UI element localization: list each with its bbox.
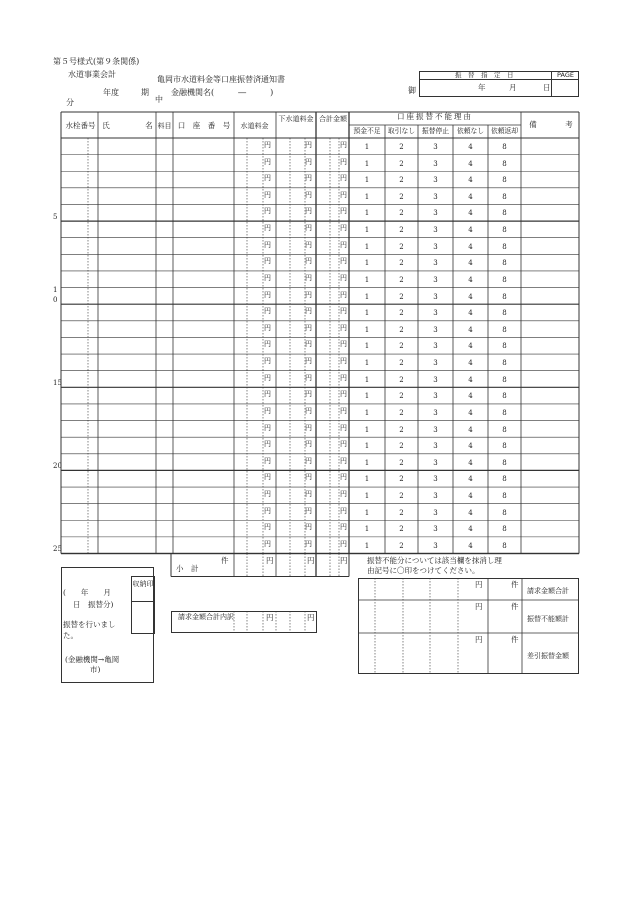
summary-count-3: 件 — [511, 635, 519, 644]
row-10-reason-code-4[interactable]: 4 — [468, 292, 473, 301]
row-16-water-yen: 円 — [264, 390, 271, 399]
row-24-reason-code-8[interactable]: 8 — [502, 525, 507, 534]
row-3-total-yen: 円 — [340, 174, 347, 183]
row-22-water-yen: 円 — [264, 490, 271, 499]
row-21-sewer-yen: 円 — [305, 473, 312, 482]
row-1-reason-code-1[interactable]: 1 — [364, 143, 370, 151]
summary-label-3: 差引振替金額 — [527, 651, 569, 660]
row-22-reason-code-1[interactable]: 1 — [364, 492, 370, 501]
row-4-total-yen: 円 — [340, 190, 347, 199]
row-10-reason-code-2[interactable]: 2 — [399, 292, 404, 301]
col-remarks-right: 考 — [565, 120, 573, 129]
reason-header-2: 取引なし — [387, 127, 416, 135]
row-9-reason-code-1[interactable]: 1 — [364, 275, 370, 284]
row-16-reason-code-4[interactable]: 4 — [468, 392, 473, 401]
summary-yen-1: 円 — [475, 580, 483, 589]
row-2-reason-code-3[interactable]: 3 — [433, 159, 438, 168]
receipt-line-5: (金融機関→亀岡 — [65, 655, 120, 664]
row-16-total-yen: 円 — [340, 390, 347, 399]
row-4-water-yen: 円 — [264, 190, 271, 199]
row-7-total-yen: 円 — [340, 240, 347, 249]
row-20-reason-code-8[interactable]: 8 — [502, 458, 507, 467]
col-account-no: 口 座 番 号 — [177, 121, 231, 130]
form-number: 第５号様式(第９条関係) — [53, 57, 140, 66]
reason-header-1: 預金不足 — [353, 127, 381, 135]
row-24-reason-code-1[interactable]: 1 — [364, 525, 370, 534]
col-total: 合計金額 — [319, 115, 347, 123]
date-month[interactable]: 月 — [509, 83, 517, 92]
row-5-total-yen: 円 — [340, 207, 347, 216]
row-17-water-yen: 円 — [264, 406, 271, 415]
row-5-reason-code-1[interactable]: 1 — [364, 209, 370, 218]
row-15-sewer-yen: 円 — [305, 373, 312, 382]
row-20-reason-code-2[interactable]: 2 — [399, 458, 404, 467]
row-18-water-yen: 円 — [264, 423, 271, 432]
row-3-sewer-yen: 円 — [305, 174, 312, 183]
subtotal-total-yen: 円 — [340, 556, 348, 565]
row-12-reason-code-1[interactable]: 1 — [364, 325, 370, 334]
row-22-total-yen: 円 — [340, 490, 347, 499]
row-4-sewer-yen: 円 — [305, 190, 312, 199]
receipt-line-3: 振替を行いまし — [63, 620, 116, 629]
row-10-total-yen: 円 — [340, 290, 347, 299]
row-17-reason-code-2[interactable]: 2 — [399, 408, 404, 417]
row-20-sewer-yen: 円 — [305, 456, 312, 465]
row-13-water-yen: 円 — [264, 340, 271, 349]
reason-header-5: 依頼返却 — [490, 127, 519, 135]
date-year[interactable]: 年 — [478, 83, 486, 92]
row-1-reason-code-3[interactable]: 3 — [433, 143, 438, 151]
row-11-reason-code-1[interactable]: 1 — [364, 309, 370, 318]
row-1-reason-code-2[interactable]: 2 — [399, 143, 404, 151]
row-4-reason-code-2[interactable]: 2 — [399, 192, 404, 201]
row-23-reason-code-2[interactable]: 2 — [399, 508, 404, 517]
col-remarks-left: 備 — [529, 120, 537, 129]
row-17-reason-code-3[interactable]: 3 — [433, 408, 438, 417]
row-22-reason-code-4[interactable]: 4 — [468, 492, 473, 501]
row-13-reason-code-3[interactable]: 3 — [433, 342, 438, 351]
row-8-reason-code-3[interactable]: 3 — [433, 259, 438, 268]
row-12-sewer-yen: 円 — [305, 323, 312, 332]
row-23-reason-code-1[interactable]: 1 — [364, 508, 370, 517]
row-10-reason-code-8[interactable]: 8 — [502, 292, 507, 301]
summary-yen-3: 円 — [475, 635, 483, 644]
row-9-reason-code-3[interactable]: 3 — [433, 275, 438, 284]
row-18-sewer-yen: 円 — [305, 423, 312, 432]
claim-yen-2: 円 — [307, 613, 315, 622]
row-17-total-yen: 円 — [340, 406, 347, 415]
row-14-reason-code-3[interactable]: 3 — [433, 359, 438, 368]
row-7-reason-code-1[interactable]: 1 — [364, 242, 370, 251]
row-15-reason-code-3[interactable]: 3 — [433, 375, 438, 384]
row-13-reason-code-2[interactable]: 2 — [399, 342, 404, 351]
receipt-line-1: ( 年 月 — [63, 588, 111, 597]
row-1-total-yen: 円 — [340, 141, 347, 149]
row-12-reason-code-4[interactable]: 4 — [468, 325, 473, 334]
row-7-water-yen: 円 — [264, 240, 271, 249]
row-11-reason-code-2[interactable]: 2 — [399, 309, 404, 318]
row-20-reason-code-1[interactable]: 1 — [364, 458, 370, 467]
honorific: 御 — [408, 86, 416, 95]
row-23-reason-code-3[interactable]: 3 — [433, 508, 438, 517]
bun-label: 分 — [66, 98, 74, 107]
row-14-reason-code-8[interactable]: 8 — [502, 359, 507, 368]
row-19-sewer-yen: 円 — [305, 440, 312, 449]
row-24-sewer-yen: 円 — [305, 523, 312, 532]
row-20-total-yen: 円 — [340, 456, 347, 465]
row-12-reason-code-8[interactable]: 8 — [502, 325, 507, 334]
fiscal-year-label: 年度 — [103, 88, 119, 97]
claim-breakdown-label: 請求金額合計内訳 — [178, 613, 234, 621]
summary-count-1: 件 — [511, 580, 519, 589]
row-9-water-yen: 円 — [264, 273, 271, 282]
row-23-total-yen: 円 — [340, 506, 347, 515]
subtotal-water-yen: 円 — [266, 556, 274, 565]
row-25-reason-code-2[interactable]: 2 — [399, 541, 404, 550]
row-23-reason-code-4[interactable]: 4 — [468, 508, 473, 517]
row-23-sewer-yen: 円 — [305, 506, 312, 515]
row-23-reason-code-8[interactable]: 8 — [502, 508, 507, 517]
row-20-reason-code-3[interactable]: 3 — [433, 458, 438, 467]
row-20-reason-code-4[interactable]: 4 — [468, 458, 473, 467]
row-1-reason-code-4[interactable]: 4 — [468, 143, 473, 151]
row-6-reason-code-4[interactable]: 4 — [468, 226, 473, 235]
row-6-reason-code-8[interactable]: 8 — [502, 226, 507, 235]
row-17-reason-code-1[interactable]: 1 — [364, 408, 370, 417]
summary-label-1: 請求金額合計 — [527, 587, 569, 595]
row-15-reason-code-2[interactable]: 2 — [399, 375, 404, 384]
row-10-reason-code-3[interactable]: 3 — [433, 292, 438, 301]
row-6-reason-code-3[interactable]: 3 — [433, 226, 438, 235]
row-14-sewer-yen: 円 — [305, 357, 312, 366]
row-11-reason-code-4[interactable]: 4 — [468, 309, 473, 318]
row-17-reason-code-8[interactable]: 8 — [502, 408, 507, 417]
row-12-total-yen: 円 — [340, 323, 347, 332]
row-15-reason-code-1[interactable]: 1 — [364, 375, 370, 384]
row-8-water-yen: 円 — [264, 257, 271, 266]
row-10-water-yen: 円 — [264, 290, 271, 299]
row-2-reason-code-8[interactable]: 8 — [502, 159, 507, 168]
row-24-water-yen: 円 — [264, 523, 271, 532]
col-unpaid-reason: 口座振替不能理由 — [397, 112, 473, 121]
row-6-sewer-yen: 円 — [305, 224, 312, 233]
row-7-reason-code-2[interactable]: 2 — [399, 242, 404, 251]
row-18-reason-code-3[interactable]: 3 — [433, 425, 438, 434]
row-16-sewer-yen: 円 — [305, 390, 312, 399]
row-8-total-yen: 円 — [340, 257, 347, 266]
row-14-reason-code-4[interactable]: 4 — [468, 359, 473, 368]
row-21-reason-code-3[interactable]: 3 — [433, 475, 438, 484]
row-4-reason-code-4[interactable]: 4 — [468, 192, 473, 201]
bank-name-field[interactable]: 金融機関名( ― ) — [171, 88, 274, 97]
row-3-reason-code-3[interactable]: 3 — [433, 176, 438, 185]
row-22-reason-code-8[interactable]: 8 — [502, 492, 507, 501]
row-9-sewer-yen: 円 — [305, 273, 312, 282]
row-number-15: 15 — [53, 379, 62, 387]
col-name-left: 氏 — [102, 121, 110, 130]
row-10-reason-code-1[interactable]: 1 — [364, 292, 370, 301]
document-title: 亀岡市水道料金等口座振替済通知書 — [157, 75, 285, 84]
row-24-total-yen: 円 — [340, 523, 347, 532]
row-12-reason-code-3[interactable]: 3 — [433, 325, 438, 334]
row-5-reason-code-2[interactable]: 2 — [399, 209, 404, 218]
row-5-water-yen: 円 — [264, 207, 271, 216]
row-25-reason-code-4[interactable]: 4 — [468, 541, 473, 550]
row-10-sewer-yen: 円 — [305, 290, 312, 299]
row-12-reason-code-2[interactable]: 2 — [399, 325, 404, 334]
row-15-total-yen: 円 — [340, 373, 347, 382]
row-2-reason-code-4[interactable]: 4 — [468, 159, 473, 168]
row-5-reason-code-4[interactable]: 4 — [468, 209, 473, 218]
col-water-fee: 水道料金 — [240, 122, 269, 130]
row-number-25: 25 — [53, 545, 62, 553]
row-8-sewer-yen: 円 — [305, 257, 312, 266]
row-24-reason-code-4[interactable]: 4 — [468, 525, 473, 534]
row-9-total-yen: 円 — [340, 273, 347, 282]
row-14-reason-code-2[interactable]: 2 — [399, 359, 404, 368]
row-25-reason-code-1[interactable]: 1 — [364, 541, 370, 550]
row-7-reason-code-8[interactable]: 8 — [502, 242, 507, 251]
row-3-reason-code-8[interactable]: 8 — [502, 176, 507, 185]
row-14-reason-code-1[interactable]: 1 — [364, 359, 370, 368]
row-21-water-yen: 円 — [264, 473, 271, 482]
row-8-reason-code-2[interactable]: 2 — [399, 259, 404, 268]
row-11-reason-code-3[interactable]: 3 — [433, 309, 438, 318]
row-2-reason-code-1[interactable]: 1 — [364, 159, 370, 168]
row-6-reason-code-1[interactable]: 1 — [364, 226, 370, 235]
row-21-reason-code-8[interactable]: 8 — [502, 475, 507, 484]
row-2-total-yen: 円 — [340, 157, 347, 166]
row-18-reason-code-8[interactable]: 8 — [502, 425, 507, 434]
row-22-sewer-yen: 円 — [305, 490, 312, 499]
col-sewer-fee: 下水道料金 — [278, 115, 314, 123]
row-3-reason-code-1[interactable]: 1 — [364, 176, 370, 185]
row-6-reason-code-2[interactable]: 2 — [399, 226, 404, 235]
row-number-10-b: 0 — [53, 296, 58, 304]
row-7-sewer-yen: 円 — [305, 240, 312, 249]
row-17-sewer-yen: 円 — [305, 406, 312, 415]
row-3-water-yen: 円 — [264, 174, 271, 183]
mid-label: 中 — [155, 95, 163, 104]
note-line-1: 振替不能分については該当欄を抹消し理 — [367, 556, 502, 565]
subtotal-sewer-yen: 円 — [307, 556, 315, 565]
row-15-reason-code-8[interactable]: 8 — [502, 375, 507, 384]
row-16-reason-code-3[interactable]: 3 — [433, 392, 438, 401]
row-18-reason-code-4[interactable]: 4 — [468, 425, 473, 434]
row-7-reason-code-3[interactable]: 3 — [433, 242, 438, 251]
summary-label-2: 振替不能額計 — [527, 614, 569, 623]
row-25-reason-code-8[interactable]: 8 — [502, 541, 507, 550]
row-4-reason-code-1[interactable]: 1 — [364, 192, 370, 201]
transfer-date-label: 振 替 指 定 日 — [455, 71, 514, 79]
row-15-reason-code-4[interactable]: 4 — [468, 375, 473, 384]
row-16-reason-code-1[interactable]: 1 — [364, 392, 370, 401]
col-meter-no: 水栓番号 — [65, 121, 96, 130]
note-line-2: 由記号に〇印をつけてください。 — [367, 566, 480, 575]
date-day[interactable]: 日 — [543, 83, 551, 92]
row-13-reason-code-4[interactable]: 4 — [468, 342, 473, 351]
summary-count-2: 件 — [511, 602, 519, 611]
col-fee-code: 料目 — [157, 122, 172, 130]
row-19-total-yen: 円 — [340, 440, 347, 449]
row-25-water-yen: 円 — [264, 539, 271, 548]
receipt-line-2: 日 振替分) — [73, 600, 114, 609]
row-8-reason-code-4[interactable]: 4 — [468, 259, 473, 268]
summary-yen-2: 円 — [475, 602, 483, 611]
row-25-reason-code-3[interactable]: 3 — [433, 541, 438, 550]
row-4-reason-code-8[interactable]: 8 — [502, 192, 507, 201]
row-2-water-yen: 円 — [264, 157, 271, 166]
claim-yen-1: 円 — [266, 613, 274, 622]
row-20-water-yen: 円 — [264, 456, 271, 465]
row-7-reason-code-4[interactable]: 4 — [468, 242, 473, 251]
row-19-reason-code-4[interactable]: 4 — [468, 442, 473, 451]
row-21-total-yen: 円 — [340, 473, 347, 482]
row-16-reason-code-8[interactable]: 8 — [502, 392, 507, 401]
row-11-water-yen: 円 — [264, 307, 271, 316]
row-5-sewer-yen: 円 — [305, 207, 312, 216]
row-9-reason-code-4[interactable]: 4 — [468, 275, 473, 284]
row-24-reason-code-3[interactable]: 3 — [433, 525, 438, 534]
row-11-total-yen: 円 — [340, 307, 347, 316]
row-19-reason-code-1[interactable]: 1 — [364, 442, 370, 451]
row-9-reason-code-2[interactable]: 2 — [399, 275, 404, 284]
page-label: PAGE — [557, 71, 574, 79]
row-9-reason-code-8[interactable]: 8 — [502, 275, 507, 284]
subtotal-count-unit: 件 — [221, 556, 229, 565]
row-12-water-yen: 円 — [264, 323, 271, 332]
row-13-sewer-yen: 円 — [305, 340, 312, 349]
row-4-reason-code-3[interactable]: 3 — [433, 192, 438, 201]
row-3-reason-code-2[interactable]: 2 — [399, 176, 404, 185]
row-2-reason-code-2[interactable]: 2 — [399, 159, 404, 168]
row-6-water-yen: 円 — [264, 224, 271, 233]
row-22-reason-code-2[interactable]: 2 — [399, 492, 404, 501]
row-11-sewer-yen: 円 — [305, 307, 312, 316]
stamp-label: 収納印 — [132, 580, 154, 588]
reason-header-3: 振替停止 — [421, 127, 450, 135]
row-5-reason-code-3[interactable]: 3 — [433, 209, 438, 218]
row-2-sewer-yen: 円 — [305, 157, 312, 166]
row-18-reason-code-2[interactable]: 2 — [399, 425, 404, 434]
row-8-reason-code-1[interactable]: 1 — [364, 259, 370, 268]
row-18-total-yen: 円 — [340, 423, 347, 432]
col-name-right: 名 — [145, 121, 153, 130]
row-8-reason-code-8[interactable]: 8 — [502, 259, 507, 268]
row-14-water-yen: 円 — [264, 357, 271, 366]
row-14-total-yen: 円 — [340, 357, 347, 366]
row-15-water-yen: 円 — [264, 373, 271, 382]
row-25-total-yen: 円 — [340, 539, 347, 548]
row-number-20: 20 — [53, 462, 62, 470]
row-19-reason-code-8[interactable]: 8 — [502, 442, 507, 451]
row-13-reason-code-8[interactable]: 8 — [502, 342, 507, 351]
row-21-reason-code-4[interactable]: 4 — [468, 475, 473, 484]
subtotal-label: 小 計 — [176, 564, 199, 573]
row-24-reason-code-2[interactable]: 2 — [399, 525, 404, 534]
row-19-water-yen: 円 — [264, 440, 271, 449]
period-label: 期 — [141, 88, 149, 97]
row-13-reason-code-1[interactable]: 1 — [364, 342, 370, 351]
row-number-10-a: 1 — [53, 286, 58, 294]
reason-header-4: 依頼なし — [456, 127, 485, 135]
receipt-line-4: た。 — [63, 631, 78, 640]
row-13-total-yen: 円 — [340, 340, 347, 349]
row-23-water-yen: 円 — [264, 506, 271, 515]
row-21-reason-code-1[interactable]: 1 — [364, 475, 370, 484]
row-25-sewer-yen: 円 — [305, 539, 312, 548]
row-19-reason-code-3[interactable]: 3 — [433, 442, 438, 451]
row-3-reason-code-4[interactable]: 4 — [468, 176, 473, 185]
row-6-total-yen: 円 — [340, 224, 347, 233]
row-21-reason-code-2[interactable]: 2 — [399, 475, 404, 484]
row-number-5: 5 — [53, 213, 58, 221]
row-19-reason-code-2[interactable]: 2 — [399, 442, 404, 451]
row-1-reason-code-8[interactable]: 8 — [502, 143, 507, 151]
row-5-reason-code-8[interactable]: 8 — [502, 209, 507, 218]
row-18-reason-code-1[interactable]: 1 — [364, 425, 370, 434]
row-16-reason-code-2[interactable]: 2 — [399, 392, 404, 401]
receipt-line-6: 市) — [90, 665, 101, 674]
row-17-reason-code-4[interactable]: 4 — [468, 408, 473, 417]
row-1-water-yen: 円 — [264, 141, 271, 149]
row-11-reason-code-8[interactable]: 8 — [502, 309, 507, 318]
row-22-reason-code-3[interactable]: 3 — [433, 492, 438, 501]
row-1-sewer-yen: 円 — [305, 141, 312, 149]
organization-name: 水道事業会計 — [68, 70, 116, 79]
